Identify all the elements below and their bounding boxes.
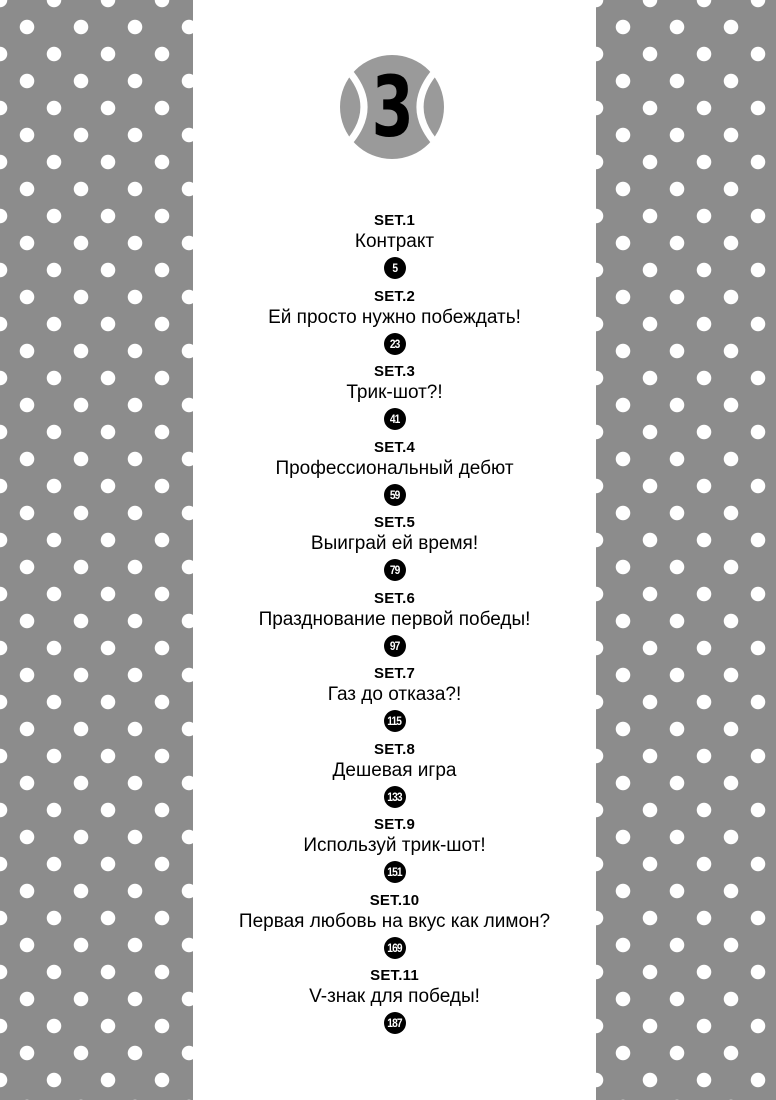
page-number: 169 (387, 940, 402, 955)
page-number-badge (384, 786, 406, 808)
page-number: 5 (392, 261, 397, 275)
set-label: SET.7 (373, 665, 416, 682)
chapter-entry[interactable] (193, 590, 596, 666)
chapter-title: V-знак для победы! (309, 986, 480, 1007)
set-label: SET.2 (373, 287, 416, 305)
chapter-title: Дешевая игра (332, 759, 457, 781)
chapter-title: Выиграй ей время! (310, 533, 479, 554)
volume-number: 3 (371, 58, 413, 156)
set-label: SET.3 (373, 363, 416, 380)
chapter-entry[interactable] (193, 741, 596, 817)
page-number: 133 (387, 789, 402, 804)
set-label: SET.8 (373, 740, 416, 758)
set-label: SET.10 (369, 891, 420, 909)
page-number: 79 (389, 563, 400, 577)
chapter-title: Газ до отказа?! (327, 684, 462, 705)
chapter-title: Трик-шот?! (346, 382, 443, 403)
page-number: 23 (389, 336, 400, 351)
polka-dot-border-left (0, 0, 193, 1100)
chapter-entry[interactable] (193, 514, 596, 590)
page-number-badge (384, 1012, 406, 1034)
chapter-entry[interactable] (193, 816, 596, 892)
page-number-badge (384, 333, 406, 355)
chapter-entry[interactable] (193, 967, 596, 1043)
set-label: SET.4 (373, 438, 416, 456)
chapter-entry[interactable] (193, 892, 596, 968)
set-label: SET.6 (373, 589, 416, 607)
page-number: 151 (387, 865, 402, 879)
page-number: 59 (389, 487, 400, 502)
page-number-badge (384, 710, 406, 732)
chapter-title: Ей просто нужно побеждать! (268, 306, 521, 328)
chapter-entry[interactable] (193, 665, 596, 741)
polka-dot-border-right (596, 0, 776, 1100)
chapter-title: Первая любовь на вкус как лимон? (238, 910, 551, 932)
page-number-badge (384, 861, 406, 883)
page-number: 115 (387, 714, 402, 728)
page-number-badge (384, 937, 406, 959)
chapter-entry[interactable] (193, 212, 596, 288)
chapter-title: Празднование первой победы! (258, 608, 531, 630)
page-number-badge (384, 559, 406, 581)
chapter-entry[interactable] (193, 439, 596, 515)
page-number: 97 (389, 638, 400, 653)
set-label: SET.5 (373, 514, 416, 531)
chapter-title: Профессиональный дебют (275, 457, 514, 479)
page-number-badge (384, 635, 406, 657)
chapter-title: Контракт (354, 231, 435, 252)
page-number: 187 (387, 1016, 402, 1030)
page-number-badge (384, 484, 406, 506)
page-number-badge (384, 408, 406, 430)
table-of-contents (193, 212, 596, 1043)
chapter-entry[interactable] (193, 288, 596, 364)
set-label: SET.9 (373, 816, 416, 833)
set-label: SET.11 (370, 967, 419, 984)
page-number-badge (384, 257, 406, 279)
set-label: SET.1 (373, 212, 416, 229)
chapter-entry[interactable] (193, 363, 596, 439)
chapter-title: Используй трик-шот! (303, 835, 486, 856)
page-number: 41 (389, 412, 400, 426)
